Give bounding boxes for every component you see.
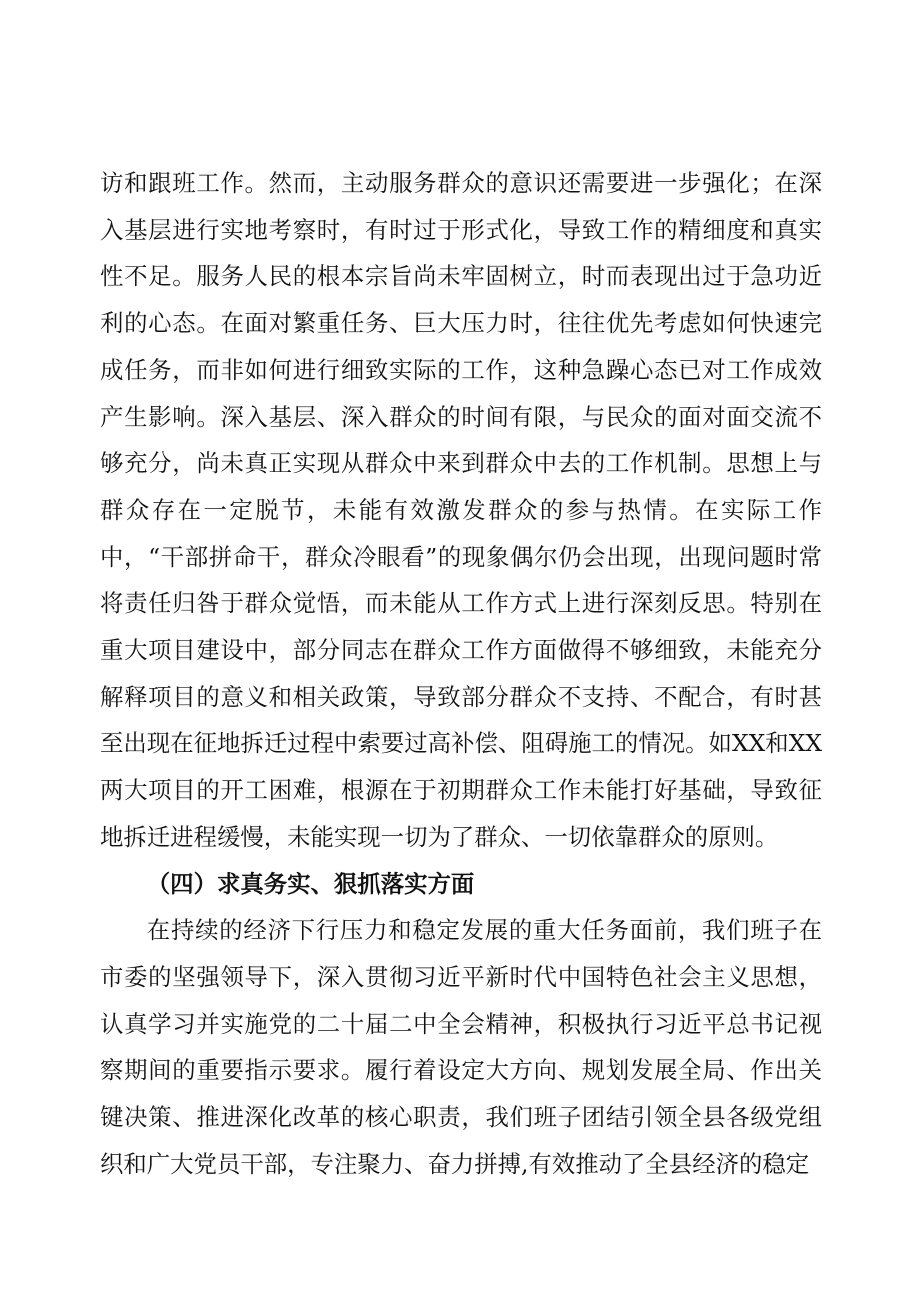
section-heading: （四）求真务实、狠抓落实方面 [146, 869, 475, 898]
body-paragraph-continued: 访和跟班工作。然而，主动服务群众的意识还需要进一步强化；在深入基层进行实地考察时，有时过于形式化，导致工作的精细度和真实性不足。服务人民的根本宗旨尚未牢固树立，时而表现出过于急功近利的心态。在面对繁重任务、巨大压力时，往往优先考虑如何快速完成任务，而非如何进行细致实际的工作，这种急躁心态已对工作成效产生影响。深入基层、深入群众的时间有限，与民众的面对面交流不够充分，尚未真正实现从群众中来到群众中去的工作机制。思想上与群众存在一定脱节，未能有效激发群众的参与热情。在实际工作中，“干部拼命干，群众冷眼看”的现象偶尔仍会出现，出现问题时常将责任归咎于群众觉悟，而未能从工作方式上进行深刻反思。特别在重大项目建设中，部分同志在群众工作方面做得不够细致，未能充分解释项目的意义和相关政策，导致部分群众不支持、不配合，有时甚至出现在征地拆迁过程中索要过高补偿、阻碍施工的情况。如XX和XX两大项目的开工困难，根源在于初期群众工作未能打好基础，导致征地拆迁进程缓慢，未能实现一切为了群众、一切依靠群众的原则。 [100, 169, 822, 851]
document-page [100, 160, 822, 1187]
body-paragraph-section4: 在持续的经济下行压力和稳定发展的重大任务面前，我们班子在市委的坚强领导下，深入贯彻习近平新时代中国特色社会主义思想，认真学习并实施党的二十届二中全会精神，积极执行习近平总书记视察期间的重要指示要求。履行着设定大方向、规划发展全局、作出关键决策、推进深化改革的核心职责，我们班子团结引领全县各级党组织和广大党员干部，专注聚力、奋力拼搏,有效推动了全县经济的稳定 [100, 916, 822, 1178]
